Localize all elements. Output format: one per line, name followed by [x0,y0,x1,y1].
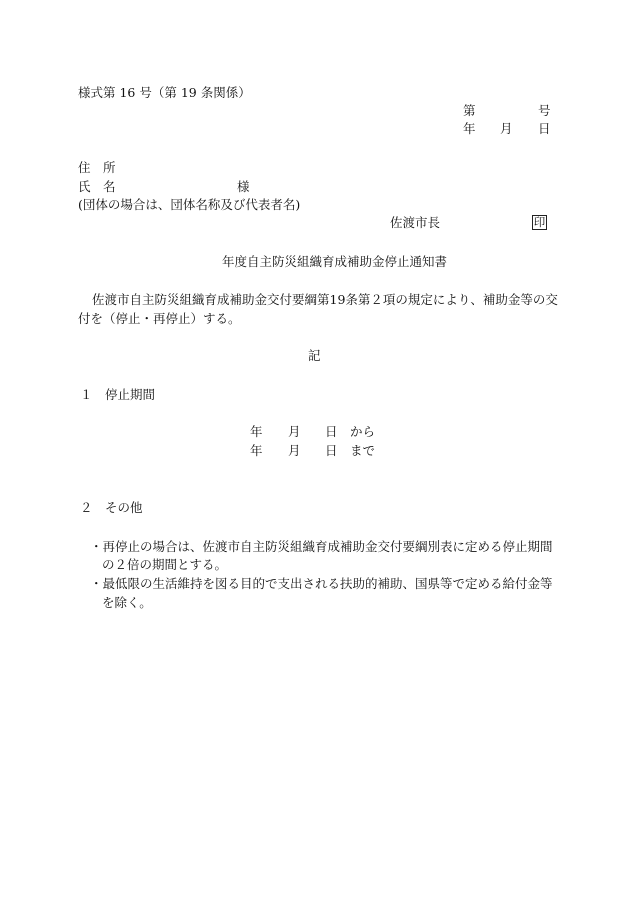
document-title: 年度自主防災組織育成補助金停止通知書 [222,254,448,269]
doc-number-suffix: 号 [538,103,551,118]
period-from-day: 日 [325,424,338,439]
bullet-1-line-2: の２倍の期間とする。 [102,557,228,572]
period-from-suffix: から [350,424,376,439]
bullet-2-line-2: を除く。 [102,595,152,610]
address-label: 住 所 [78,160,116,175]
period-from-month: 月 [288,424,301,439]
section-2-heading: ２ その他 [80,500,143,515]
doc-number-prefix: 第 [463,103,476,118]
bullet-2-line-1: ・最低限の生活維持を図る目的で支出される扶助的補助、国県等で定める給付金等 [90,576,553,591]
period-from-year: 年 [250,424,263,439]
body-line-2: 付を（停止・再停止）する。 [78,311,241,326]
honorific: 様 [237,179,250,194]
period-to-suffix: まで [350,443,376,458]
name-label: 氏 名 [78,179,116,194]
ki-heading: 記 [308,348,321,363]
period-to-day: 日 [325,443,338,458]
date-day: 日 [538,121,551,136]
sender-title: 佐渡市長 [390,215,441,230]
date-year: 年 [463,121,476,136]
date-month: 月 [500,121,513,136]
bullet-1-line-1: ・再停止の場合は、佐渡市自主防災組織育成補助金交付要綱別表に定める停止期間 [90,539,553,554]
seal-mark: 印 [533,215,546,229]
period-to-month: 月 [288,443,301,458]
section-1-heading: １ 停止期間 [80,387,156,402]
body-line-1: 佐渡市自主防災組織育成補助金交付要綱第19条第２項の規定により、補助金等の交 [92,292,558,307]
group-note: (団体の場合は、団体名称及び代表者名) [78,197,301,212]
period-to-year: 年 [250,443,263,458]
form-number: 様式第 16 号（第 19 条関係） [78,85,251,100]
